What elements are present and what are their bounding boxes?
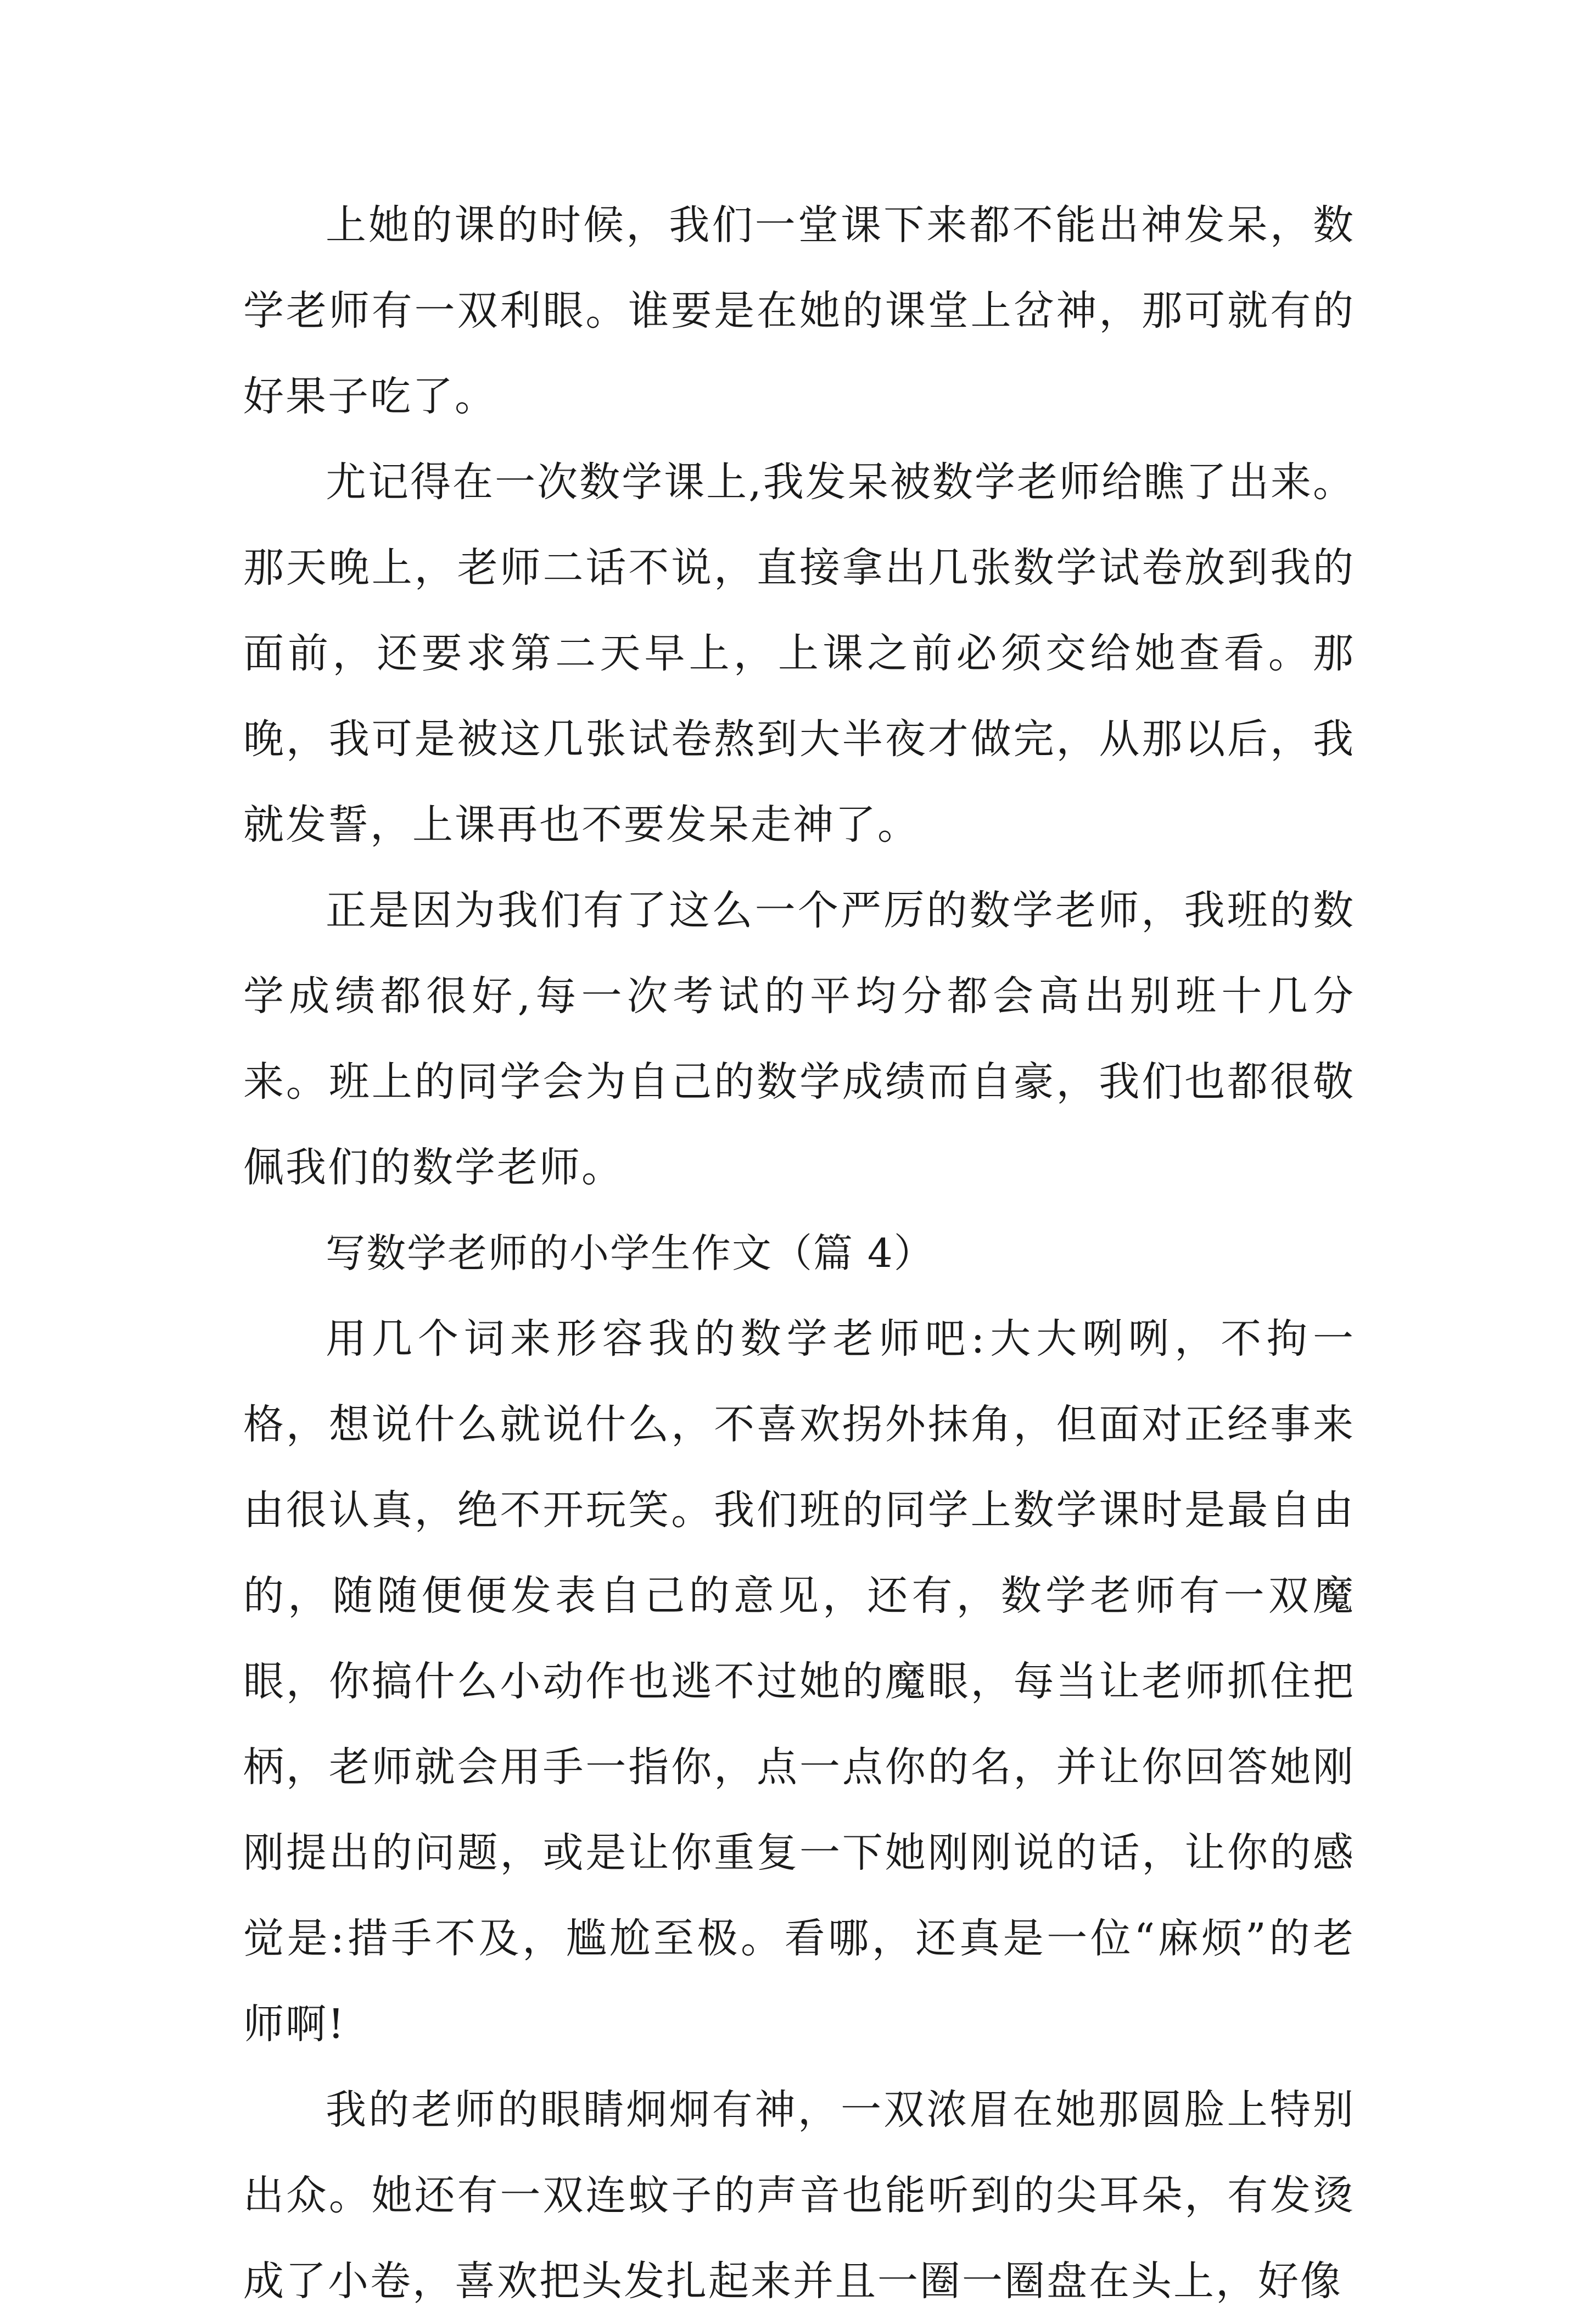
paragraph-5: 我的老师的眼睛炯炯有神，一双浓眉在她那圆脸上特别出众。她还有一双连蚊子的声音也能听到的尖耳朵，有发烫成了小卷，喜欢把头发扎起来并且一圈一圈盘在头上，好像: [243, 2086, 1355, 2305]
paragraph-3: 正是因为我们有了这么一个严厉的数学老师，我班的数学成绩都很好,每一次考试的平均分都会高出别班十几分来。班上的同学会为自己的数学成绩而自豪，我们也都很敬佩我们的数学老师。: [243, 887, 1355, 1191]
paragraph-2: 尤记得在一次数学课上,我发呆被数学老师给瞧了出来。那天晚上，老师二话不说，直接拿出几张数学试卷放到我的面前，还要求第二天早上，上课之前必须交给她查看。那晚，我可是被这几张试卷熬到大半夜才做完，从那以后，我就发誓，上课再也不要发呆走神了。: [243, 459, 1355, 848]
paragraph-1: 上她的课的时候，我们一堂课下来都不能出神发呆，数学老师有一双利眼。谁要是在她的课堂上岔神，那可就有的好果子吃了。: [243, 202, 1355, 420]
document-body: [243, 182, 1355, 2324]
section-heading: 写数学老师的小学生作文（篇 4）: [326, 1230, 935, 1276]
paragraph-4: 用几个词来形容我的数学老师吧:大大咧咧，不拘一格，想说什么就说什么，不喜欢拐外抹角，但面对正经事来由很认真，绝不开玩笑。我们班的同学上数学课时是最自由的，随随便便发表自己的意见，还有，数学老师有一双魔眼，你搞什么小动作也逃不过她的魔眼，每当让老师抓住把柄，老师就会用手一指你，点一点你的名，并让你回答她刚刚提出的问题，或是让你重复一下她刚刚说的话，让你的感觉是:措手不及，尴尬至极。看哪，还真是一位“麻烦”的老师啊!: [243, 1315, 1355, 2048]
